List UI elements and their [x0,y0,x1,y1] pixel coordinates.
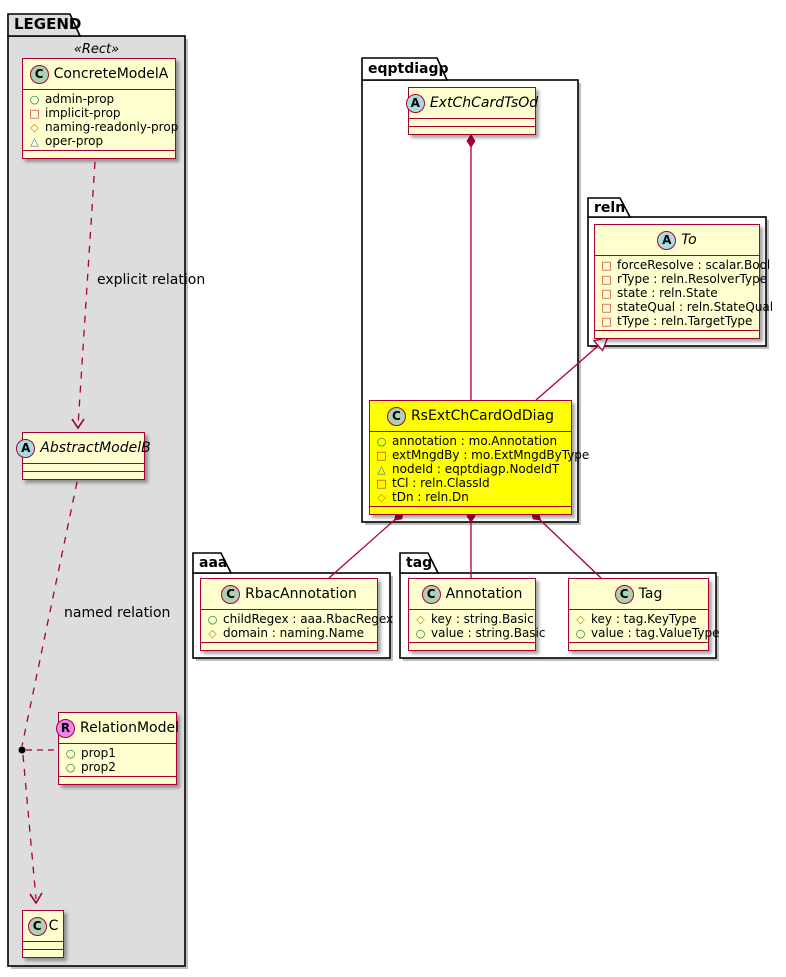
class-spot-icon: C [30,65,49,84]
circle-icon [65,748,76,759]
class-spot-icon: C [221,585,240,604]
triangle-icon [29,136,40,147]
attribute-row [23,106,175,120]
square-icon [376,450,387,461]
class-name: Tag [638,586,663,602]
attribute-text: prop1 [81,746,116,760]
attribute-list [370,432,590,506]
empty-attributes-section [23,464,144,471]
class-name: ConcreteModelA [53,66,169,82]
attribute-row [569,612,708,626]
class-name: C [48,918,59,934]
square-icon [601,274,612,285]
square-icon [601,316,612,327]
legend-stereotype: «Rect» [73,42,120,57]
composition-edge-rbac [329,516,399,578]
attribute-text: tCl : reln.ClassId [392,476,490,490]
attribute-row [201,612,394,626]
attribute-text: key : string.Basic [431,612,534,626]
attribute-text: prop2 [81,760,116,774]
attribute-text: tDn : reln.Dn [392,490,469,504]
class-name: AbstractModelB [40,440,151,456]
empty-methods-section [23,471,144,479]
class-concrete-model-a [22,58,179,159]
empty-methods-section [59,776,176,784]
named-relation-label: named relation [64,605,171,621]
empty-methods-section [595,330,759,338]
diamond-icon [376,492,387,503]
empty-methods-section [201,642,377,650]
attribute-list [23,90,179,150]
attribute-row [370,462,571,476]
class-title [23,59,175,90]
attribute-row [370,434,571,448]
empty-methods-section [370,506,571,514]
class-title [409,88,539,119]
class-title [59,713,180,744]
attribute-row [370,476,571,490]
attribute-row [409,612,535,626]
class-rs-ext-ch-card-od-diag [369,400,590,515]
attribute-row [59,746,176,760]
attribute-text: childRegex : aaa.RbacRegex [223,612,394,626]
attribute-list [569,610,720,642]
attribute-text: annotation : mo.Annotation [392,434,558,448]
association-dot-icon [19,747,26,754]
class-spot-icon: A [16,439,35,458]
attribute-text: admin-prop [45,92,115,106]
square-icon [601,288,612,299]
attribute-text: state : reln.State [617,286,718,300]
class-name: RsExtChCardOdDiag [410,408,555,424]
class-title [201,579,377,610]
class-relation-model [58,712,180,785]
attribute-row [409,626,546,640]
attribute-list [59,744,176,776]
diamond-icon [415,614,426,625]
class-spot-icon: A [657,231,676,250]
attribute-text: rType : reln.ResolverType [617,272,768,286]
diamond-icon [29,122,40,133]
attribute-row [569,626,720,640]
empty-methods-section [23,949,63,957]
class-abstract-model-b [21,432,151,480]
circle-icon [415,628,426,639]
composition-edge-tag [536,516,601,578]
attribute-row [370,490,571,504]
square-icon [376,478,387,489]
class-name: RbacAnnotation [245,586,357,602]
attribute-text: implicit-prop [45,106,121,120]
attribute-text: domain : naming.Name [223,626,365,640]
class-spot-icon: C [615,585,634,604]
attribute-row [595,314,759,328]
square-icon [601,260,612,271]
class-name: Annotation [445,586,523,602]
class-title [595,225,759,256]
attribute-text: tType : reln.TargetType [617,314,753,328]
class-title [370,401,571,432]
empty-methods-section [409,642,535,650]
attribute-row [23,134,175,148]
empty-methods-section [409,126,535,134]
class-ext-ch-card-ts-od [408,87,539,135]
attribute-row [23,92,175,106]
attribute-list [409,610,546,642]
empty-attributes-section [409,119,535,126]
circle-icon [207,614,218,625]
attribute-text: stateQual : reln.StateQual [617,300,774,314]
attribute-row [59,760,176,774]
class-spot-icon: A [406,94,425,113]
class-spot-icon: R [56,719,75,738]
class-title [23,911,63,942]
square-icon [29,108,40,119]
class-spot-icon: C [387,407,406,426]
empty-methods-section [23,150,175,158]
circle-icon [376,436,387,447]
attribute-text: naming-readonly-prop [45,120,179,134]
diamond-icon [207,628,218,639]
attribute-text: oper-prop [45,134,104,148]
package-eqptdiagp-title: eqptdiagp [368,61,449,77]
empty-methods-section [569,642,708,650]
circle-icon [65,762,76,773]
package-reln-title: reln [594,200,626,216]
class-title [21,433,151,464]
attribute-row [23,120,179,134]
attribute-text: key : tag.KeyType [591,612,697,626]
class-title [569,579,708,610]
class-annotation [408,578,546,651]
class-to [594,224,774,339]
class-name: ExtChCardTsOd [429,95,539,111]
explicit-relation-label: explicit relation [97,272,206,288]
class-c [22,910,64,958]
class-name: To [681,232,697,248]
class-title [409,579,535,610]
attribute-text: value : tag.ValueType [591,626,720,640]
class-rbac-annotation [200,578,394,651]
attribute-row [370,448,590,462]
attribute-row [595,286,759,300]
package-tag-title: tag [406,555,433,571]
class-spot-icon: C [422,585,441,604]
attribute-text: value : string.Basic [431,626,546,640]
attribute-row [595,300,774,314]
package-aaa-title: aaa [199,555,228,571]
attribute-row [201,626,377,640]
attribute-list [201,610,394,642]
attribute-list [595,256,774,330]
attribute-row [595,258,771,272]
attribute-row [595,272,768,286]
circle-icon [575,628,586,639]
package-legend-title: LEGEND [14,15,82,33]
empty-attributes-section [23,942,63,949]
square-icon [601,302,612,313]
attribute-text: nodeId : eqptdiagp.NodeIdT [392,462,560,476]
triangle-icon [376,464,387,475]
class-spot-icon: C [28,917,47,936]
circle-icon [29,94,40,105]
diamond-icon [575,614,586,625]
attribute-text: extMngdBy : mo.ExtMngdByType [392,448,590,462]
class-tag [568,578,720,651]
attribute-text: forceResolve : scalar.Bool [617,258,771,272]
class-name: RelationModel [79,720,180,736]
